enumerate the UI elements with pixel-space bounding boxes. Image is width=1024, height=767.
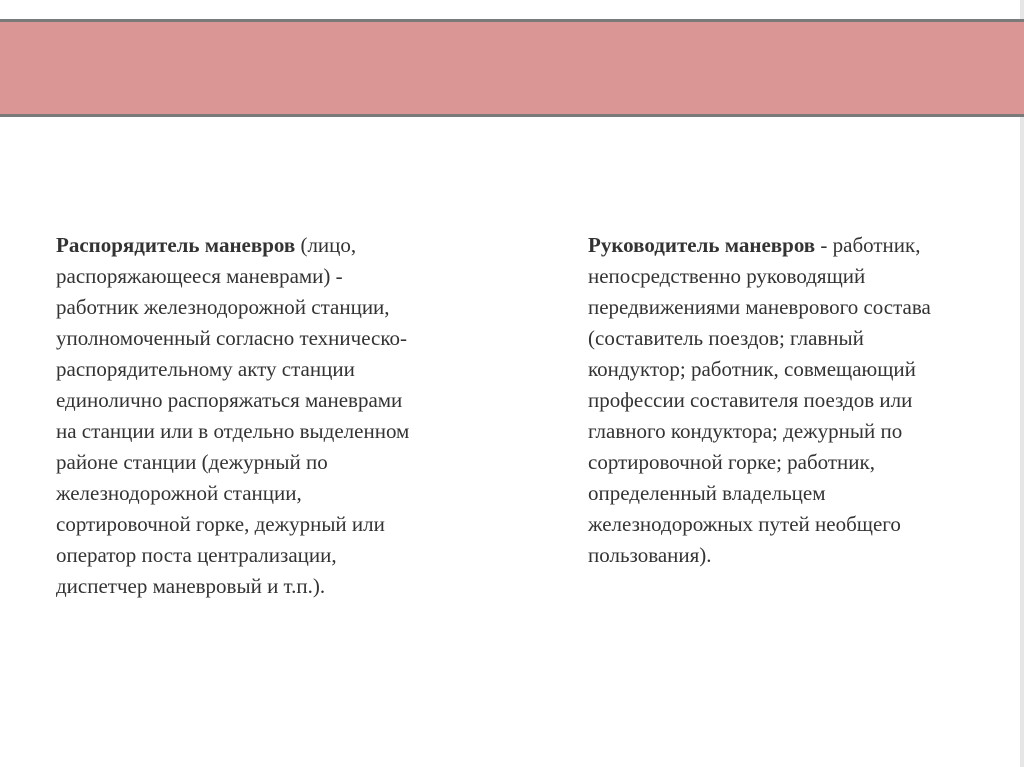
definition-left [56,230,428,602]
definition-right [588,230,960,571]
header-band [0,22,1024,114]
term-dispatcher: Распорядитель маневров [56,233,296,257]
header-bottom-rule [0,114,1024,117]
term-manager: Руководитель маневров [588,233,816,257]
definition-dispatcher-text: (лицо, распоряжающееся маневрами) - работник железнодорожной станции, уполномоченный согласно техническо-распорядительному акту станции единолично распоряжаться маневрами на станции или в отдельно выделенном районе станции (дежурный по железнодорожной станции, сортировочной горке, дежурный или оператор поста централизации, диспетчер маневровый и т.п.). [56,233,410,598]
definition-manager-text: - работник, непосредственно руководящий передвижениями маневрового состава (составитель поездов; главный кондуктор; работник, совмещающий профессии составителя поездов или главного кондуктора; дежурный по сортировочной горке; работник, определенный владельцем железнодорожных путей необщего пользования). [588,233,931,567]
